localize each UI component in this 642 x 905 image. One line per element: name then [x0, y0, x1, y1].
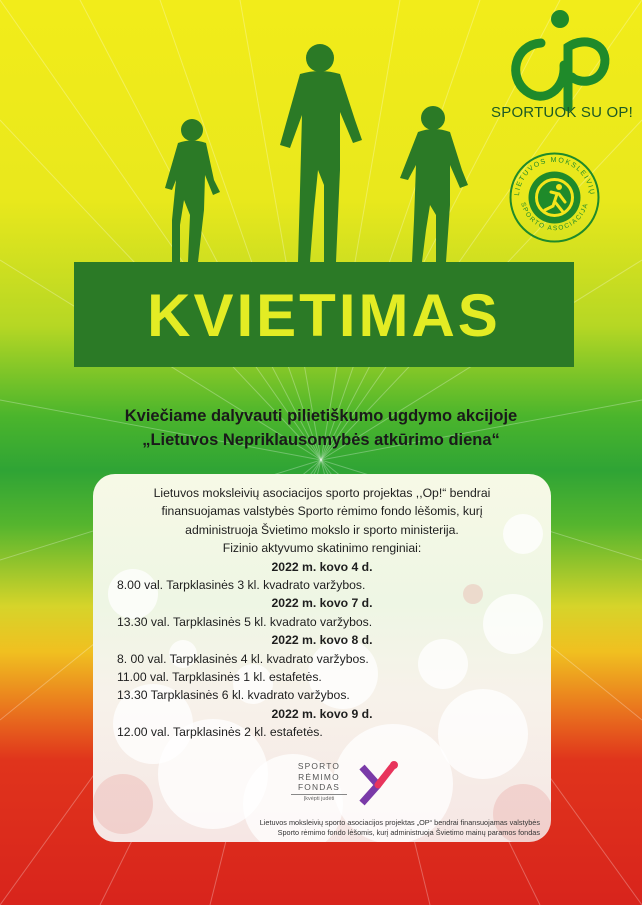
event-date: 2022 m. kovo 9 d.: [271, 706, 373, 721]
events-heading: Fizinio aktyvumo skatinimo renginiai:: [222, 541, 422, 556]
event-item: 8. 00 val. Tarpklasinės 4 kl. kvadrato varžybos.: [117, 651, 369, 666]
event-item: 11.00 val. Tarpklasinės 1 kl. estafetės.: [117, 670, 322, 685]
funding-footnote: [100, 818, 540, 837]
event-date: 2022 m. kovo 7 d.: [271, 596, 373, 611]
event-item: 12.00 val. Tarpklasinės 2 kl. estafetės.: [117, 725, 323, 740]
footnote-line: Sporto rėmimo fondo lėšomis, kurį administruoja Švietimo mainų paramos fondas: [277, 827, 540, 837]
seal-text-bottom: SPORTO ASOCIACIJA: [519, 201, 590, 233]
event-card: [93, 474, 551, 842]
event-date: 2022 m. kovo 8 d.: [271, 633, 373, 648]
op-tagline: SPORTUOK SU OP!: [491, 104, 633, 121]
intro-line: finansuojamas valstybės Sporto rėmimo fondo lėšomis, kurį: [161, 504, 483, 519]
runners-silhouette: [150, 40, 490, 265]
sport-fund-name: [286, 761, 352, 793]
invitation-line-1: Kviečiame dalyvauti pilietiškumo ugdymo akcijoje: [124, 407, 518, 425]
sport-fund-name-line: FONDAS: [297, 782, 341, 792]
association-seal: [507, 150, 602, 245]
sport-fund-name-line: SPORTO: [297, 761, 341, 771]
sport-fund-divider: [291, 794, 347, 795]
event-item: 13.30 Tarpklasinės 6 kl. kvadrato varžybos.: [117, 688, 350, 703]
invitation-line-2: „Lietuvos Nepriklausomybės atkūrimo diena“: [142, 431, 500, 449]
seal-text-top: LIETUVOS MOKSLEIVIŲ: [513, 156, 596, 197]
sport-fund-slogan: Įkvėpti judėti: [303, 796, 335, 802]
invitation-text: [40, 404, 602, 452]
intro-line: administruoja Švietimo mokslo ir sporto ministerija.: [185, 522, 459, 537]
event-item: 13.30 val. Tarpklasinės 5 kl. kvadrato varžybos.: [117, 614, 373, 629]
footnote-line: Lietuvos moksleivių sporto asociacijos projektas „OP“ bendrai finansuojamas valstybės: [259, 818, 540, 827]
event-date: 2022 m. kovo 4 d.: [271, 559, 373, 574]
sport-fund-name-line: RĖMIMO: [298, 771, 340, 782]
event-item: 8.00 val. Tarpklasinės 3 kl. kvadrato varžybos.: [117, 578, 366, 593]
event-card-text: [117, 484, 527, 742]
intro-line: Lietuvos moksleivių asociacijos sporto projektas ,,Op!“ bendrai: [153, 486, 491, 500]
page-title: KVIETIMAS: [147, 282, 501, 349]
